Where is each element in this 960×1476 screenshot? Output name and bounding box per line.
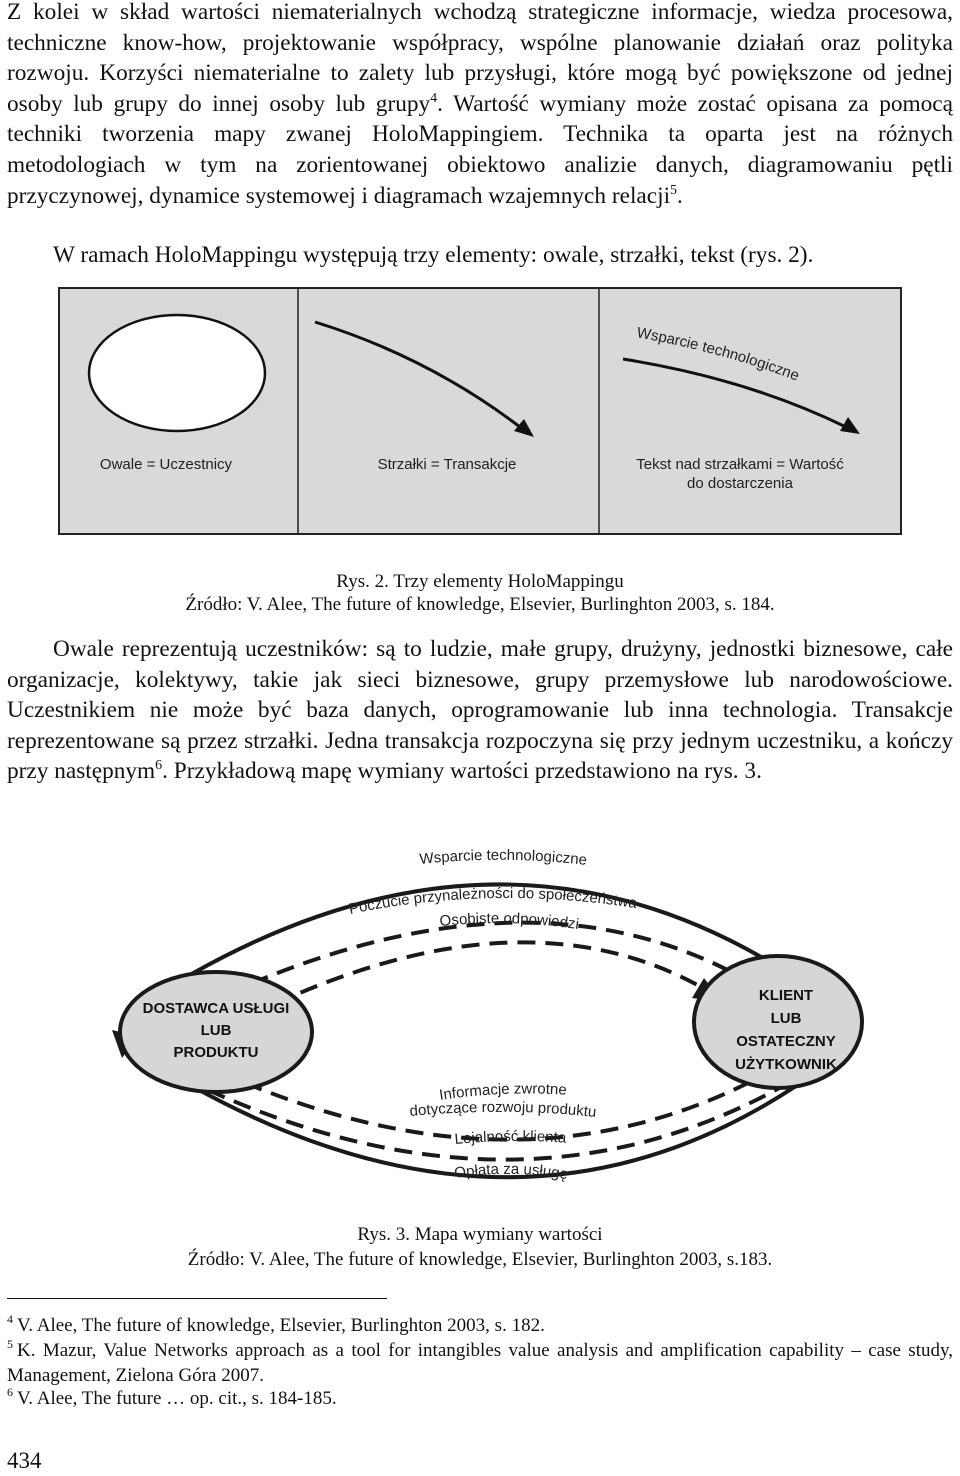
label-feedback-1: Informacje zwrotne — [438, 1080, 568, 1104]
arrow-text-label: Wsparcie technologiczne — [635, 324, 802, 385]
footnote-separator — [7, 1298, 387, 1299]
paragraph-text: W ramach HoloMappingu występują trzy elementy: owale, strzałki, tekst (rys. 2). — [53, 242, 814, 268]
page-number: 434 — [7, 1448, 42, 1473]
footnote-ref-5[interactable]: 5 — [670, 182, 678, 198]
paragraph-intangibles — [7, 0, 953, 211]
label-arrows: Strzałki = Transakcje — [377, 456, 517, 473]
figure-2-holomapping-elements — [58, 287, 902, 535]
oval-shape — [89, 315, 265, 431]
footnote-number: 5 — [7, 1337, 13, 1351]
paragraph-holomapping-elements — [7, 240, 953, 271]
figure-2-title: Rys. 2. Trzy elementy HoloMappingu — [336, 571, 624, 592]
footnote-number: 6 — [7, 1385, 13, 1399]
label-belonging: Poczucie przynależności do społeczeństwa — [347, 884, 639, 918]
footnote-6 — [7, 1387, 953, 1412]
label-feedback-2: dotyczące rozwoju produktu — [408, 1098, 598, 1121]
client-line-3: OSTATECZNY — [736, 1033, 836, 1050]
paragraph-participants — [7, 634, 953, 787]
client-line-4: UŻYTKOWNIK — [735, 1056, 837, 1073]
provider-line-2: LUB — [200, 1022, 232, 1039]
footnote-ref-6[interactable]: 6 — [155, 758, 163, 774]
paragraph-text: Z kolei w skład wartości niematerialnych wchodzą strategiczne informacje, wiedza procesowa, techniczne know-how, projektowanie współpracy, wspólne planowanie działań oraz polityka rozwoju. Korzyści niematerialne to zalety lub przysługi, które mogą być powiększone od jednej osoby lub grupy do innej osoby lub grupy — [7, 0, 953, 117]
paragraph-text: Owale reprezentują uczestników: są to ludzie, małe grupy, drużyny, jednostki biznesowe, całe organizacje, kolektywy, takie jak sieci biznesowe, grupy przemysłowe lub narodowościowe. Uczestnikiem nie może być baza danych, oprogramowanie lub inna technologia. Transakcje reprezentowane są przez strzałki. Jedna transakcja rozpoczyna się przy jednym uczestniku, a kończy przy następnym — [7, 636, 953, 785]
figure-3-title: Rys. 3. Mapa wymiany wartości — [357, 1224, 603, 1245]
provider-line-1: DOSTAWCA USŁUGI — [142, 1000, 290, 1017]
label-service-fee: Opłata za usługę — [453, 1160, 570, 1184]
footnote-text: V. Alee, The future of knowledge, Elsevier, Burlinghton 2003, s. 182. — [17, 1315, 545, 1336]
paragraph-text: . — [677, 182, 683, 209]
provider-line-3: PRODUKTU — [173, 1044, 259, 1061]
figure-2-source: Źródło: V. Alee, The future of knowledge, Elsevier, Burlinghton 2003, s. 184. — [185, 594, 775, 615]
footnote-5 — [7, 1339, 953, 1388]
footnote-text: K. Mazur, Value Networks approach as a tool for intangibles value analysis and amplification capability – case study, Management, Zielona Góra 2007. — [7, 1340, 953, 1386]
figure-3-source: Źródło: V. Alee, The future of knowledge, Elsevier, Burlinghton 2003, s.183. — [187, 1249, 773, 1270]
label-ovals: Owale = Uczestnicy — [99, 456, 233, 473]
footnote-4 — [7, 1314, 953, 1339]
client-line-2: LUB — [770, 1010, 802, 1027]
paragraph-text: . Wartość wymiany może zostać opisana za pomocą techniki tworzenia mapy zwanej HoloMappingiem. Technika ta oparta jest na różnych metodologiach w tym na zorientowanej obiektowo analizie danych, diagramowaniu pętli przyczynowej, dynamice systemowej i diagramach wzajemnych relacji — [7, 90, 953, 209]
label-loyalty: Lojalność klienta — [453, 1127, 567, 1148]
label-personal-responses: Osobiste odpowiedzi — [438, 910, 581, 934]
client-line-1: KLIENT — [758, 987, 814, 1004]
footnote-number: 4 — [7, 1312, 13, 1326]
label-text-line1: Tekst nad strzałkami = Wartość — [636, 456, 844, 473]
paragraph-text: . Przykładową mapę wymiany wartości przedstawiono na rys. 3. — [162, 758, 762, 785]
label-tech-support: Wsparcie technologiczne — [418, 846, 588, 869]
footnote-ref-4[interactable]: 4 — [430, 90, 438, 106]
label-text-line2: do dostarczenia — [687, 475, 793, 492]
footnote-text: V. Alee, The future … op. cit., s. 184-185. — [17, 1388, 337, 1409]
figure-3-value-exchange-map — [110, 842, 870, 1210]
